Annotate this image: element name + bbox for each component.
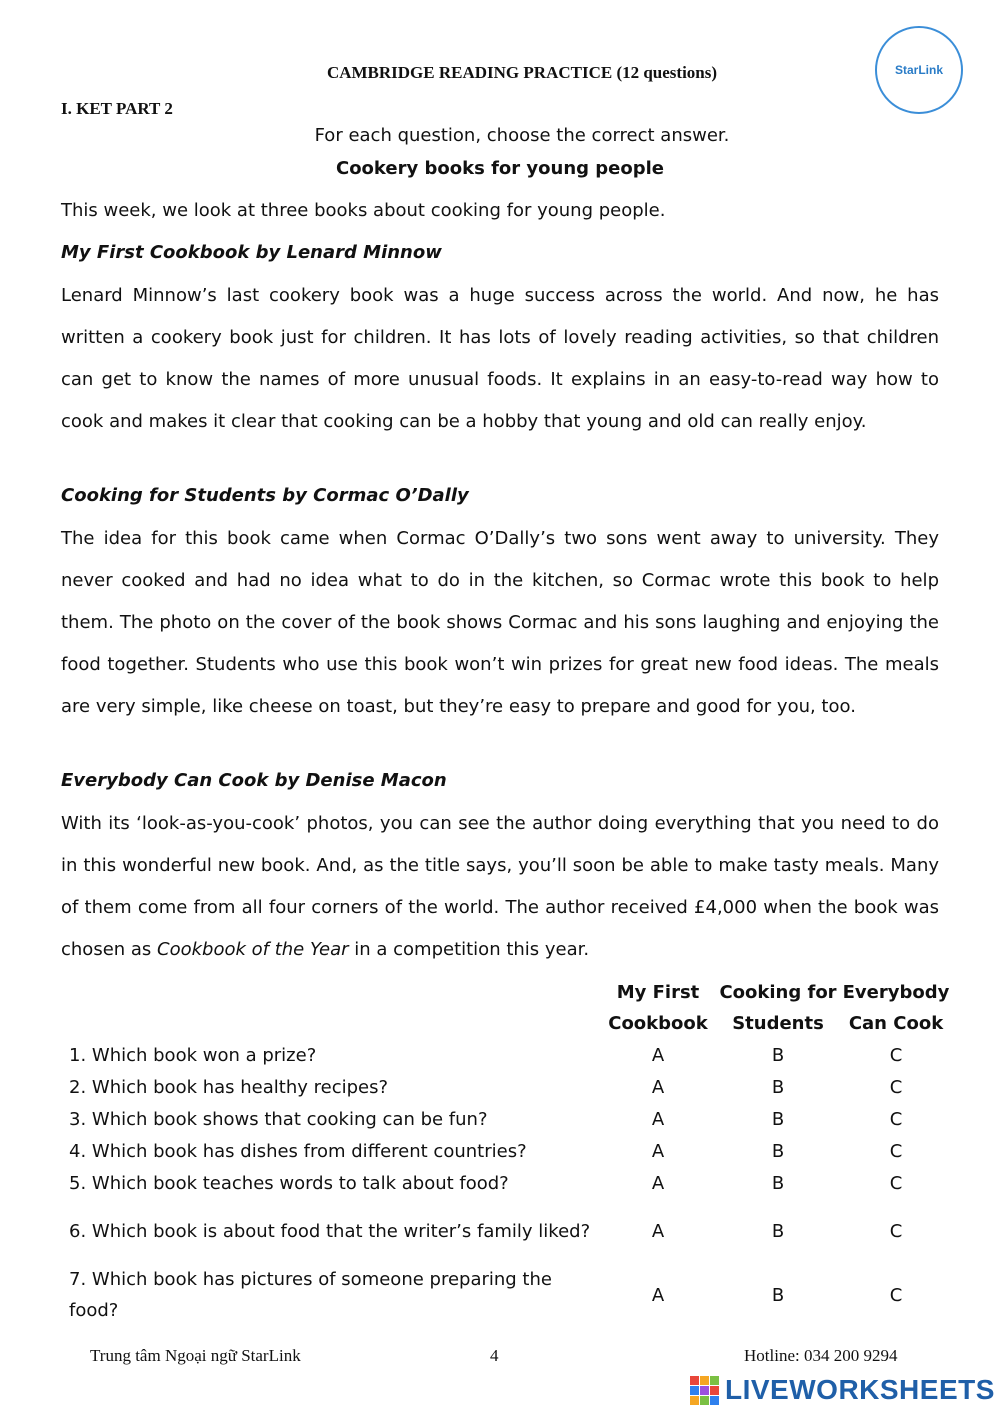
instruction-text: For each question, choose the correct answer. — [314, 125, 730, 146]
book-title-3: Everybody Can Cook by Denise Macon — [61, 770, 447, 791]
grid-square — [700, 1376, 709, 1385]
option-a[interactable]: A — [651, 1172, 665, 1194]
grid-square — [700, 1386, 709, 1395]
book-paragraph-1: Lenard Minnow’s last cookery book was a huge success across the world. And now, he has written a cookery book just for children. It has lots of lovely reading activities, so that children can get to know the names of more unusual foods. It explains in an easy-to-read way how to cook and makes it clear that cooking can be a hobby that young and old can really enjoy. — [61, 285, 939, 432]
option-a[interactable]: A — [651, 1076, 665, 1098]
option-c[interactable]: C — [889, 1220, 903, 1242]
option-b[interactable]: B — [771, 1044, 785, 1066]
option-a[interactable]: A — [651, 1044, 665, 1066]
book-title-2: Cooking for Students by Cormac O’Dally — [61, 485, 469, 506]
table-row — [61, 1135, 955, 1167]
table-row — [61, 1071, 955, 1103]
paragraph-3-italic-title: Cookbook of the Year — [157, 939, 349, 960]
table-header-blank — [61, 977, 597, 1039]
document-header-title: CAMBRIDGE READING PRACTICE (12 questions) — [326, 63, 718, 82]
option-a[interactable]: A — [651, 1140, 665, 1162]
question-text: 3. Which book shows that cooking can be fun? — [69, 1108, 488, 1130]
grid-square — [690, 1386, 699, 1395]
option-b[interactable]: B — [771, 1140, 785, 1162]
column-header-c-line1: Everybody — [842, 982, 950, 1003]
option-a[interactable]: A — [651, 1108, 665, 1130]
question-text: 6. Which book is about food that the writer’s family liked? — [69, 1220, 591, 1242]
option-b[interactable]: B — [771, 1284, 785, 1306]
liveworksheets-logo — [690, 1374, 995, 1406]
column-header-b-line1: Cooking for — [719, 982, 837, 1003]
option-b[interactable]: B — [771, 1220, 785, 1242]
option-b[interactable]: B — [771, 1076, 785, 1098]
book-paragraph-3 — [61, 803, 939, 971]
book-title-1: My First Cookbook by Lenard Minnow — [61, 242, 442, 263]
column-header-a-line1: My First — [616, 982, 700, 1003]
table-row — [61, 1263, 955, 1327]
questions-table — [61, 977, 955, 1327]
reading-title: Cookery books for young people — [335, 158, 665, 179]
column-header-b — [719, 977, 837, 1039]
liveworksheets-wordmark: LIVEWORKSHEETS — [725, 1374, 995, 1405]
option-c[interactable]: C — [889, 1076, 903, 1098]
grid-square — [710, 1376, 719, 1385]
section-label: I. KET PART 2 — [61, 99, 173, 118]
question-text: 1. Which book won a prize? — [69, 1044, 317, 1066]
option-c[interactable]: C — [889, 1140, 903, 1162]
option-c[interactable]: C — [889, 1108, 903, 1130]
option-b[interactable]: B — [771, 1108, 785, 1130]
table-row — [61, 1167, 955, 1199]
option-a[interactable]: A — [651, 1220, 665, 1242]
column-header-c — [837, 977, 955, 1039]
grid-square — [690, 1376, 699, 1385]
liveworksheets-grid-icon — [690, 1376, 719, 1405]
column-header-c-line2: Can Cook — [848, 1013, 944, 1034]
table-row — [61, 1199, 955, 1263]
starlink-logo — [875, 26, 963, 114]
question-text: 2. Which book has healthy recipes? — [69, 1076, 389, 1098]
option-c[interactable]: C — [889, 1284, 903, 1306]
column-header-a — [597, 977, 719, 1039]
option-b[interactable]: B — [771, 1172, 785, 1194]
paragraph-3-text-a: With its ‘look-as-you-cook’ photos, you can see the author doing everything that you need to do in this wonderful new book. And, as the title says, you’ll soon be able to make tasty meals. Many of them come from all four corners of the world. The author received £4,000 when the book was chosen as — [61, 813, 939, 960]
column-header-a-line2: Cookbook — [608, 1013, 708, 1034]
grid-square — [690, 1396, 699, 1405]
question-text: 7. Which book has pictures of someone preparing the food? — [69, 1269, 552, 1321]
table-row — [61, 1039, 955, 1071]
column-header-b-line2: Students — [732, 1013, 824, 1034]
paragraph-3-text-b: in a competition this year. — [348, 939, 590, 960]
question-text: 5. Which book teaches words to talk about food? — [69, 1172, 509, 1194]
grid-square — [710, 1396, 719, 1405]
option-a[interactable]: A — [651, 1284, 665, 1306]
grid-square — [700, 1396, 709, 1405]
option-c[interactable]: C — [889, 1044, 903, 1066]
grid-square — [710, 1386, 719, 1395]
footer-hotline: Hotline: 034 200 9294 — [744, 1346, 898, 1365]
table-row — [61, 1103, 955, 1135]
question-text: 4. Which book has dishes from different countries? — [69, 1140, 527, 1162]
book-paragraph-2: The idea for this book came when Cormac O’Dally’s two sons went away to university. They never cooked and had no idea what to do in the kitchen, so Cormac wrote this book to help them. The photo on the cover of the book shows Cormac and his sons laughing and enjoying the food together. Students who use this book won’t win prizes for great new food ideas. The meals are very simple, like cheese on toast, but they’re easy to prepare and good for you, too. — [61, 528, 939, 717]
intro-text: This week, we look at three books about cooking for young people. — [61, 200, 666, 221]
footer-center-name: Trung tâm Ngoại ngữ StarLink — [90, 1346, 301, 1365]
footer-page-number: 4 — [490, 1346, 499, 1365]
logo-text: StarLink — [894, 63, 943, 77]
option-c[interactable]: C — [889, 1172, 903, 1194]
